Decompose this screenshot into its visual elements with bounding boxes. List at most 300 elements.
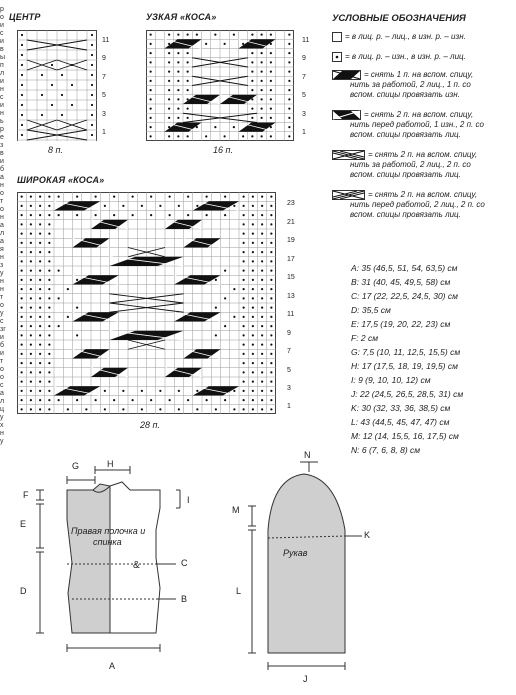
purl-stitch-dot [270, 126, 272, 128]
purl-stitch-dot [76, 214, 78, 216]
dim-label-i: I [187, 495, 190, 505]
purl-stitch-dot [39, 260, 41, 262]
purl-stitch-dot [169, 399, 171, 401]
purl-stitch-dot [252, 196, 254, 198]
purl-stitch-dot [21, 325, 23, 327]
purl-stitch-dot [168, 80, 170, 82]
purl-stitch-dot [76, 279, 78, 281]
purl-stitch-dot [270, 61, 272, 63]
purl-stitch-dot [168, 117, 170, 119]
dim-label-j: J [303, 674, 308, 684]
dot-square-symbol [332, 52, 343, 62]
purl-stitch-dot [261, 214, 263, 216]
purl-stitch-dot [21, 270, 23, 272]
measurement-l: L: 43 (44,5, 45, 47, 47) см [351, 417, 450, 427]
purl-stitch-dot [61, 94, 63, 96]
purl-stitch-dot [48, 353, 50, 355]
purl-stitch-dot [150, 214, 152, 216]
purl-stitch-dot [288, 117, 290, 119]
purl-stitch-dot [243, 362, 245, 364]
purl-stitch-dot [21, 279, 23, 281]
purl-stitch-dot [252, 205, 254, 207]
purl-stitch-dot [21, 408, 23, 410]
measurement-h: H: 17 (17,5, 18, 19, 19,5) см [351, 361, 458, 371]
purl-stitch-dot [270, 325, 272, 327]
purl-stitch-dot [187, 98, 189, 100]
chart-grid-narrow [146, 30, 294, 141]
ampersand-label: & [133, 560, 140, 571]
purl-stitch-dot [48, 288, 50, 290]
purl-stitch-dot [168, 52, 170, 54]
row-number: 11 [302, 37, 310, 44]
purl-stitch-dot [21, 124, 23, 126]
legend-text: вспом. спицы провязать лиц. [350, 170, 461, 179]
purl-stitch-dot [61, 114, 63, 116]
purl-stitch-dot [270, 108, 272, 110]
purl-stitch-dot [187, 71, 189, 73]
purl-stitch-dot [58, 325, 60, 327]
purl-stitch-dot [21, 104, 23, 106]
schematic-drawing [0, 448, 516, 690]
purl-stitch-dot [205, 135, 207, 137]
purl-stitch-dot [242, 43, 244, 45]
purl-stitch-dot [85, 408, 87, 410]
purl-stitch-dot [270, 279, 272, 281]
purl-stitch-dot [150, 135, 152, 137]
purl-stitch-dot [58, 196, 60, 198]
purl-stitch-dot [21, 34, 23, 36]
purl-stitch-dot [51, 104, 53, 106]
purl-stitch-dot [67, 408, 69, 410]
purl-stitch-dot [261, 325, 263, 327]
purl-stitch-dot [261, 334, 263, 336]
purl-stitch-dot [21, 74, 23, 76]
purl-stitch-dot [150, 52, 152, 54]
row-number: 17 [287, 256, 295, 263]
purl-stitch-dot [48, 205, 50, 207]
purl-stitch-dot [132, 399, 134, 401]
purl-stitch-dot [177, 52, 179, 54]
row-number: 7 [287, 348, 291, 355]
measurement-k: K: 30 (32, 33, 36, 38,5) см [351, 403, 451, 413]
purl-stitch-dot [270, 316, 272, 318]
purl-stitch-dot [261, 353, 263, 355]
purl-stitch-dot [270, 80, 272, 82]
purl-stitch-dot [224, 399, 226, 401]
purl-stitch-dot [71, 84, 73, 86]
dim-label-a: A [109, 661, 116, 671]
purl-stitch-dot [187, 61, 189, 63]
purl-stitch-dot [270, 43, 272, 45]
purl-stitch-dot [252, 260, 254, 262]
purl-stitch-dot [21, 196, 23, 198]
purl-stitch-dot [206, 399, 208, 401]
purl-stitch-dot [39, 270, 41, 272]
purl-stitch-dot [243, 408, 245, 410]
purl-stitch-dot [270, 362, 272, 364]
purl-stitch-dot [48, 381, 50, 383]
stitch-count-wide: 28 п. [140, 420, 160, 430]
purl-stitch-dot [224, 135, 226, 137]
legend-text: = снять 2 п. на вспом. спицу, [368, 190, 478, 199]
purl-stitch-dot [39, 353, 41, 355]
measurement-c: C: 17 (22, 22,5, 24,5, 30) см [351, 291, 458, 301]
purl-stitch-dot [21, 334, 23, 336]
purl-stitch-dot [104, 408, 106, 410]
purl-stitch-dot [48, 344, 50, 346]
purl-stitch-dot [21, 44, 23, 46]
chart-title-wide: ШИРОКАЯ «КОСА» [17, 175, 105, 185]
purl-stitch-dot [30, 223, 32, 225]
purl-stitch-dot [252, 381, 254, 383]
purl-stitch-dot [270, 52, 272, 54]
sleeve-label: Рукав [283, 548, 308, 558]
purl-stitch-dot [39, 344, 41, 346]
purl-stitch-dot [48, 196, 50, 198]
purl-stitch-dot [178, 205, 180, 207]
purl-stitch-dot [288, 108, 290, 110]
legend-text: нить за работой, 2 лиц., 1 п. со [350, 80, 471, 89]
purl-stitch-dot [39, 390, 41, 392]
purl-stitch-dot [251, 98, 253, 100]
purl-stitch-dot [39, 196, 41, 198]
purl-stitch-dot [150, 98, 152, 100]
row-number: 19 [287, 237, 295, 244]
purl-stitch-dot [150, 117, 152, 119]
row-number: 5 [302, 92, 306, 99]
purl-stitch-dot [270, 297, 272, 299]
purl-stitch-dot [252, 279, 254, 281]
row-number: 5 [287, 367, 291, 374]
purl-stitch-dot [270, 307, 272, 309]
purl-stitch-dot [243, 344, 245, 346]
purl-stitch-dot [168, 43, 170, 45]
purl-stitch-dot [252, 288, 254, 290]
purl-stitch-dot [224, 270, 226, 272]
purl-stitch-dot [261, 242, 263, 244]
purl-stitch-dot [41, 74, 43, 76]
purl-stitch-dot [113, 196, 115, 198]
purl-stitch-dot [233, 288, 235, 290]
purl-stitch-dot [21, 399, 23, 401]
legend-text: = в лиц. р. – лиц., в изн. р. – изн. [345, 32, 466, 41]
purl-stitch-dot [30, 344, 32, 346]
purl-stitch-dot [243, 381, 245, 383]
row-number: 5 [102, 92, 106, 99]
purl-stitch-dot [21, 94, 23, 96]
purl-stitch-dot [95, 196, 97, 198]
purl-stitch-dot [243, 288, 245, 290]
purl-stitch-dot [177, 117, 179, 119]
purl-stitch-dot [177, 34, 179, 36]
row-number: 15 [287, 274, 295, 281]
dim-label-g: G [72, 461, 80, 471]
purl-stitch-dot [215, 408, 217, 410]
purl-stitch-dot [187, 34, 189, 36]
row-number: 3 [302, 111, 306, 118]
purl-stitch-dot [261, 279, 263, 281]
purl-stitch-dot [39, 242, 41, 244]
purl-stitch-dot [113, 214, 115, 216]
dim-label-m: M [232, 505, 240, 515]
purl-stitch-dot [21, 205, 23, 207]
purl-stitch-dot [261, 205, 263, 207]
legend-title: УСЛОВНЫЕ ОБОЗНАЧЕНИЯ [332, 13, 466, 24]
purl-stitch-dot [252, 399, 254, 401]
purl-stitch-dot [168, 61, 170, 63]
purl-stitch-dot [288, 126, 290, 128]
dim-label-f: F [23, 490, 29, 500]
purl-stitch-dot [288, 43, 290, 45]
purl-stitch-dot [261, 89, 263, 91]
row-number: 13 [287, 293, 295, 300]
purl-stitch-dot [30, 279, 32, 281]
purl-stitch-dot [169, 214, 171, 216]
purl-stitch-dot [288, 80, 290, 82]
right-cross-3-symbol [332, 110, 362, 120]
purl-stitch-dot [261, 371, 263, 373]
purl-stitch-dot [215, 334, 217, 336]
purl-stitch-dot [21, 307, 23, 309]
purl-stitch-dot [187, 399, 189, 401]
purl-stitch-dot [39, 381, 41, 383]
purl-stitch-dot [252, 214, 254, 216]
purl-stitch-dot [270, 251, 272, 253]
purl-stitch-dot [21, 64, 23, 66]
purl-stitch-dot [159, 408, 161, 410]
purl-stitch-dot [48, 399, 50, 401]
purl-stitch-dot [288, 98, 290, 100]
measurement-i: I: 9 (9, 10, 10, 12) см [351, 375, 431, 385]
purl-stitch-dot [261, 381, 263, 383]
purl-stitch-dot [132, 196, 134, 198]
purl-stitch-dot [252, 307, 254, 309]
purl-stitch-dot [261, 223, 263, 225]
purl-stitch-dot [48, 325, 50, 327]
legend-text: нить за работой, 2 лиц., 2 п. со [350, 160, 471, 169]
purl-stitch-dot [252, 316, 254, 318]
purl-stitch-dot [95, 214, 97, 216]
purl-stitch-dot [48, 390, 50, 392]
purl-stitch-dot [21, 260, 23, 262]
purl-stitch-dot [261, 270, 263, 272]
purl-stitch-dot [30, 297, 32, 299]
empty-square-symbol [332, 32, 343, 42]
purl-stitch-dot [21, 316, 23, 318]
measurement-a: A: 35 (46,5, 51, 54, 63,5) см [351, 263, 458, 273]
purl-stitch-dot [187, 196, 189, 198]
purl-stitch-dot [261, 316, 263, 318]
left-cross-4-symbol [332, 150, 366, 160]
purl-stitch-dot [251, 80, 253, 82]
purl-stitch-dot [243, 242, 245, 244]
purl-stitch-dot [252, 362, 254, 364]
purl-stitch-dot [270, 381, 272, 383]
row-number: 11 [102, 37, 110, 44]
purl-stitch-dot [270, 117, 272, 119]
purl-stitch-dot [21, 288, 23, 290]
purl-stitch-dot [270, 98, 272, 100]
purl-stitch-dot [168, 71, 170, 73]
purl-stitch-dot [206, 214, 208, 216]
purl-stitch-dot [243, 205, 245, 207]
purl-stitch-dot [243, 371, 245, 373]
purl-stitch-dot [41, 114, 43, 116]
purl-stitch-dot [214, 34, 216, 36]
purl-stitch-dot [270, 408, 272, 410]
purl-stitch-dot [48, 307, 50, 309]
purl-stitch-dot [252, 251, 254, 253]
purl-stitch-dot [150, 71, 152, 73]
purl-stitch-dot [252, 297, 254, 299]
purl-stitch-dot [224, 43, 226, 45]
purl-stitch-dot [270, 399, 272, 401]
legend-text: = снять 2 п. на вспом. спицу, [368, 150, 478, 159]
purl-stitch-dot [224, 297, 226, 299]
purl-stitch-dot [261, 288, 263, 290]
purl-stitch-dot [252, 325, 254, 327]
purl-stitch-dot [196, 126, 198, 128]
chart-grid-center [17, 30, 97, 141]
purl-stitch-dot [252, 270, 254, 272]
purl-stitch-dot [21, 390, 23, 392]
purl-stitch-dot [30, 325, 32, 327]
purl-stitch-dot [224, 325, 226, 327]
purl-stitch-dot [30, 233, 32, 235]
purl-stitch-dot [30, 399, 32, 401]
purl-stitch-dot [261, 399, 263, 401]
measurement-d: D: 35,5 см [351, 305, 391, 315]
row-number: 1 [302, 129, 306, 136]
purl-stitch-dot [243, 353, 245, 355]
purl-stitch-dot [261, 98, 263, 100]
purl-stitch-dot [261, 61, 263, 63]
purl-stitch-dot [132, 214, 134, 216]
purl-stitch-dot [261, 233, 263, 235]
legend-text: нить перед работой, 2 лиц., 2 п. со [350, 200, 485, 209]
purl-stitch-dot [270, 371, 272, 373]
purl-stitch-dot [196, 34, 198, 36]
purl-stitch-dot [39, 214, 41, 216]
legend-text: вспом. спицы провязать лиц. [350, 130, 461, 139]
purl-stitch-dot [91, 104, 93, 106]
purl-stitch-dot [141, 205, 143, 207]
purl-stitch-dot [243, 270, 245, 272]
purl-stitch-dot [21, 134, 23, 136]
purl-stitch-dot [169, 196, 171, 198]
purl-stitch-dot [150, 80, 152, 82]
dim-label-c: C [181, 558, 188, 568]
purl-stitch-dot [251, 117, 253, 119]
row-number: 3 [102, 111, 106, 118]
purl-stitch-dot [76, 307, 78, 309]
purl-stitch-dot [187, 108, 189, 110]
purl-stitch-dot [187, 80, 189, 82]
purl-stitch-dot [30, 390, 32, 392]
purl-stitch-dot [270, 344, 272, 346]
purl-stitch-dot [243, 297, 245, 299]
purl-stitch-dot [48, 408, 50, 410]
purl-stitch-dot [30, 371, 32, 373]
purl-stitch-dot [270, 353, 272, 355]
purl-stitch-dot [233, 126, 235, 128]
purl-stitch-dot [243, 223, 245, 225]
purl-stitch-dot [251, 34, 253, 36]
purl-stitch-dot [261, 260, 263, 262]
purl-stitch-dot [21, 223, 23, 225]
purl-stitch-dot [39, 288, 41, 290]
purl-stitch-dot [61, 74, 63, 76]
row-number: 7 [102, 74, 106, 81]
purl-stitch-dot [150, 126, 152, 128]
purl-stitch-dot [243, 214, 245, 216]
legend-text: = снять 1 п. на вспом. спицу, [364, 70, 474, 79]
purl-stitch-dot [270, 214, 272, 216]
purl-stitch-dot [252, 371, 254, 373]
purl-stitch-dot [243, 399, 245, 401]
purl-stitch-dot [252, 390, 254, 392]
purl-stitch-dot [270, 205, 272, 207]
dim-label-d: D [20, 586, 27, 596]
purl-stitch-dot [21, 251, 23, 253]
purl-stitch-dot [30, 251, 32, 253]
purl-stitch-dot [243, 260, 245, 262]
front-back-label-2: спинка [93, 537, 122, 547]
purl-stitch-dot [224, 214, 226, 216]
purl-stitch-dot [67, 316, 69, 318]
purl-stitch-dot [39, 223, 41, 225]
purl-stitch-dot [261, 108, 263, 110]
purl-stitch-dot [30, 307, 32, 309]
row-numbers-center [102, 30, 122, 141]
purl-stitch-dot [243, 251, 245, 253]
purl-stitch-dot [58, 297, 60, 299]
purl-stitch-dot [261, 52, 263, 54]
row-number: 7 [302, 74, 306, 81]
purl-stitch-dot [288, 61, 290, 63]
measurement-g: G: 7,5 (10, 11, 12,5, 15,5) см [351, 347, 461, 357]
purl-stitch-dot [243, 307, 245, 309]
purl-stitch-dot [243, 325, 245, 327]
purl-stitch-dot [76, 196, 78, 198]
purl-stitch-dot [177, 71, 179, 73]
purl-stitch-dot [270, 196, 272, 198]
purl-stitch-dot [168, 126, 170, 128]
left-edge-text: роисивыплинсиньрезвибанотоналаянзуннтоусзгибитоосалцухну [0, 6, 6, 445]
purl-stitch-dot [270, 223, 272, 225]
purl-stitch-dot [39, 325, 41, 327]
purl-stitch-dot [150, 43, 152, 45]
purl-stitch-dot [261, 390, 263, 392]
garment-schematic [0, 448, 516, 690]
purl-stitch-dot [251, 135, 253, 137]
purl-stitch-dot [252, 223, 254, 225]
purl-stitch-dot [30, 353, 32, 355]
purl-stitch-dot [48, 297, 50, 299]
purl-stitch-dot [261, 117, 263, 119]
purl-stitch-dot [251, 89, 253, 91]
measurement-m: M: 12 (14, 15,5, 16, 17,5) см [351, 431, 459, 441]
row-number: 9 [287, 330, 291, 337]
purl-stitch-dot [21, 242, 23, 244]
right-cross-4-symbol [332, 190, 366, 200]
purl-stitch-dot [39, 297, 41, 299]
purl-stitch-dot [21, 114, 23, 116]
purl-stitch-dot [252, 408, 254, 410]
purl-stitch-dot [215, 279, 217, 281]
purl-stitch-dot [39, 334, 41, 336]
purl-stitch-dot [233, 205, 235, 207]
